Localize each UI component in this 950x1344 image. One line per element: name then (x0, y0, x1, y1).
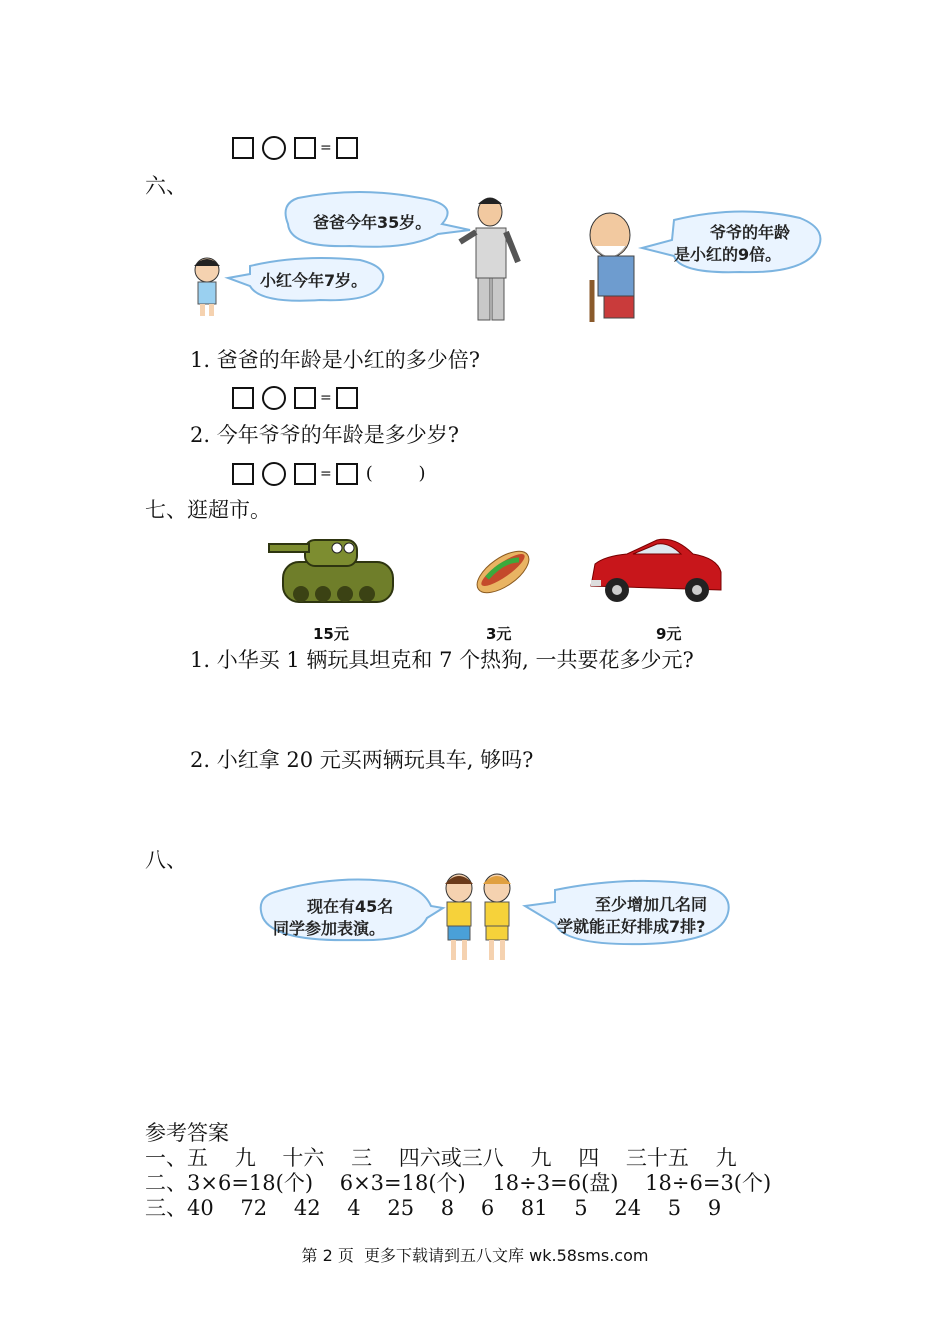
section6-question1: 1. 爸爸的年龄是小红的多少倍? (190, 348, 480, 372)
grandpa-figure (590, 213, 634, 322)
formula-s6q1 (232, 386, 358, 410)
xiaohong-figure (194, 258, 220, 316)
section8-heading: 八、 (145, 848, 187, 872)
section6-heading: 六、 (145, 174, 187, 198)
toy-tank-image (269, 540, 393, 602)
price-car: 9元 (656, 625, 682, 643)
shopping-items (265, 520, 745, 620)
left-bubble-text-1: 现在有45名 (307, 897, 394, 916)
answer-box[interactable] (232, 463, 254, 485)
answers-title: 参考答案 (145, 1121, 229, 1145)
right-bubble-text-2: 学就能正好排成7排? (557, 917, 706, 936)
left-bubble-text-2: 同学参加表演。 (273, 919, 386, 938)
section7-question1: 1. 小华买 1 辆玩具坦克和 7 个热狗, 一共要花多少元? (190, 648, 694, 672)
equals-sign: = (320, 466, 332, 482)
section8-illustration (255, 862, 745, 972)
xiaohong-bubble-text: 小红今年7岁。 (260, 271, 368, 290)
equals-sign: = (320, 140, 332, 156)
unit-parentheses: ( ) (365, 463, 426, 484)
section6-illustration (180, 190, 880, 340)
answer-box[interactable] (294, 463, 316, 485)
price-hotdog: 3元 (486, 625, 512, 643)
formula-s6q2 (232, 462, 426, 486)
answer-box[interactable] (294, 387, 316, 409)
section6-question2: 2. 今年爷爷的年龄是多少岁? (190, 423, 459, 447)
operator-circle[interactable] (262, 462, 286, 486)
operator-circle[interactable] (262, 136, 286, 160)
page-footer: 第 2 页 更多下载请到五八文库 wk.58sms.com (301, 1246, 649, 1265)
answer-box[interactable] (336, 137, 358, 159)
answer-box[interactable] (294, 137, 316, 159)
answer-box[interactable] (336, 387, 358, 409)
girl-figure (483, 874, 511, 960)
answers-line3: 三、40 72 42 4 25 8 6 81 5 24 5 9 (145, 1196, 722, 1220)
right-bubble-text-1: 至少增加几名同 (595, 895, 708, 914)
section7-heading: 七、逛超市。 (145, 498, 271, 522)
equals-sign: = (320, 390, 332, 406)
answer-box[interactable] (232, 387, 254, 409)
answers-line1: 一、五 九 十六 三 四六或三八 九 四 三十五 九 (145, 1146, 737, 1170)
section7-question2: 2. 小红拿 20 元买两辆玩具车, 够吗? (190, 748, 534, 772)
hotdog-image (470, 543, 535, 600)
operator-circle[interactable] (262, 386, 286, 410)
answers-line2: 二、3×6=18(个) 6×3=18(个) 18÷3=6(盘) 18÷6=3(个) (145, 1171, 772, 1195)
formula-top (232, 136, 358, 160)
answer-box[interactable] (232, 137, 254, 159)
boy-figure (445, 874, 473, 960)
toy-car-image (591, 539, 721, 602)
dad-figure (460, 198, 518, 320)
answer-box[interactable] (336, 463, 358, 485)
grandpa-bubble-text-1: 爷爷的年龄 (710, 223, 791, 242)
price-tank: 15元 (313, 625, 349, 643)
grandpa-bubble-text-2: 是小红的9倍。 (674, 245, 782, 264)
dad-bubble-text: 爸爸今年35岁。 (313, 213, 432, 232)
